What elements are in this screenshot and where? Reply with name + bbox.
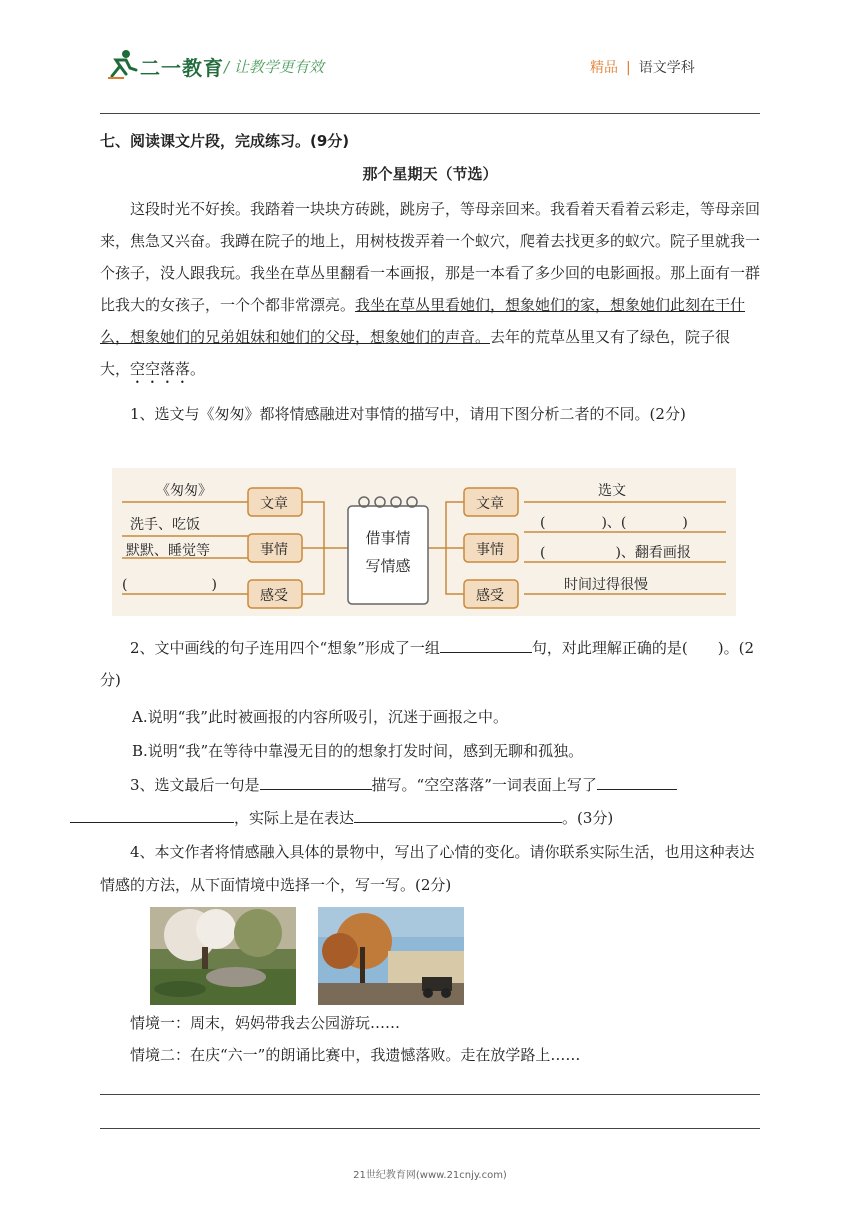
right-events-1: ( )、( ): [540, 515, 688, 531]
answer-line-2[interactable]: [100, 1128, 760, 1129]
label-article-left: 文章: [260, 496, 288, 512]
scene-2: 情境二：在庆“六一”的朗诵比赛中，我遗憾落败。走在放学路上……: [130, 1046, 581, 1064]
slogan: / 让教学更有效: [224, 58, 324, 76]
passage-part2: 去年的荒草丛里又有了绿色，院子很大，: [100, 328, 731, 378]
q2-option-a: A.说明“我”此时被画报的内容所吸引，沉迷于画报之中。: [132, 708, 508, 726]
question-1: 1、选文与《匆匆》都将情感融进对事情的描写中，请用下图分析二者的不同。(2分): [130, 405, 686, 423]
passage-underlined: 我坐在草丛里看她们，想象她们的家，想象她们此刻在干什么，想象她们的兄弟姐妹和她们的父母，想象她们的声音。: [100, 296, 746, 346]
premium-badge: 精品: [590, 60, 618, 76]
school-road-scene-image: [318, 907, 464, 1005]
runner-logo-icon: [106, 48, 138, 80]
question-2: [100, 632, 760, 696]
center-card-text: 借事情写情感: [365, 529, 411, 575]
q2-text-a: 2、文中画线的句子连用四个“想象”形成了一组: [130, 639, 440, 657]
header-separator: |: [626, 60, 631, 76]
label-event-left: 事情: [260, 542, 288, 558]
logo-text: 二一教育: [140, 56, 224, 80]
q2-text-b: 句，对此理解正确的是( )。(2分): [100, 639, 754, 689]
label-feeling-left: 感受: [260, 588, 288, 604]
footer-text: 21世纪教育网(www.21cnjy.com): [353, 1170, 507, 1181]
header-right: [590, 57, 695, 77]
q3-text-b: 描写。“空空落落”一词表面上写了: [371, 776, 597, 794]
section-title: 七、阅读课文片段，完成练习。(9分): [100, 132, 350, 150]
label-feeling-right: 感受: [476, 588, 504, 604]
scene-1: 情境一：周末，妈妈带我去公园游玩……: [130, 1014, 401, 1032]
passage-end: 。: [190, 360, 206, 378]
q3-text-a: 3、选文最后一句是: [130, 776, 260, 794]
q3-blank-1[interactable]: [260, 771, 372, 790]
answer-line-1[interactable]: [100, 1094, 760, 1095]
passage: [100, 193, 760, 387]
passage-dotted-word: 空空落落: [130, 360, 191, 378]
q3-text-d: 。(3分): [562, 809, 614, 827]
right-feeling: 时间过得很慢: [564, 577, 648, 593]
subject-label: 语文学科: [638, 60, 695, 76]
comparison-diagram: [112, 468, 736, 616]
q2-option-b: B.说明“我”在等待中靠漫无目的的想象打发时间，感到无聊和孤独。: [132, 742, 584, 760]
question-4: 4、本文作者将情感融入具体的景物中，写出了心情的变化。请你联系实际生活，也用这种表达情感的方法，从下面情境中选择一个，写一写。(2分): [100, 843, 755, 894]
left-book-title: 《匆匆》: [156, 483, 212, 499]
passage-title: 那个星期天（节选）: [362, 165, 498, 183]
label-event-right: 事情: [476, 542, 504, 558]
right-article: 选文: [598, 483, 626, 499]
question-3: [100, 769, 760, 835]
left-events-1: 洗手、吃饭: [130, 517, 200, 533]
label-article-right: 文章: [476, 496, 504, 512]
left-events-2: 默默、睡觉等: [126, 543, 210, 559]
passage-part1: 这段时光不好挨。我踏着一块块方砖跳，跳房子，等母亲回来。我看着天看着云彩走，等母亲回来，焦急又兴奋。我蹲在院子的地上，用树枝拨弄着一个蚁穴，爬着去找更多的蚁穴。院子里就我一个孩子，没人跟我玩。我坐在草丛里翻看一本画报，那是一本看了多少回的电影画报。那上面有一群比我大的女孩子，一个个都非常漂亮。: [100, 200, 761, 314]
q3-blank-2[interactable]: [597, 771, 677, 790]
q2-answer-blank[interactable]: [440, 634, 532, 653]
q3-blank-3[interactable]: [354, 804, 562, 823]
left-feeling-blank: ( ): [122, 577, 217, 593]
park-scene-image: [150, 907, 296, 1005]
q3-text-c: ，实际上是在表达: [234, 809, 355, 827]
q3-blank-2b[interactable]: [70, 804, 234, 823]
right-events-2: ( )、翻看画报: [540, 545, 691, 561]
header-rule: [100, 113, 760, 114]
